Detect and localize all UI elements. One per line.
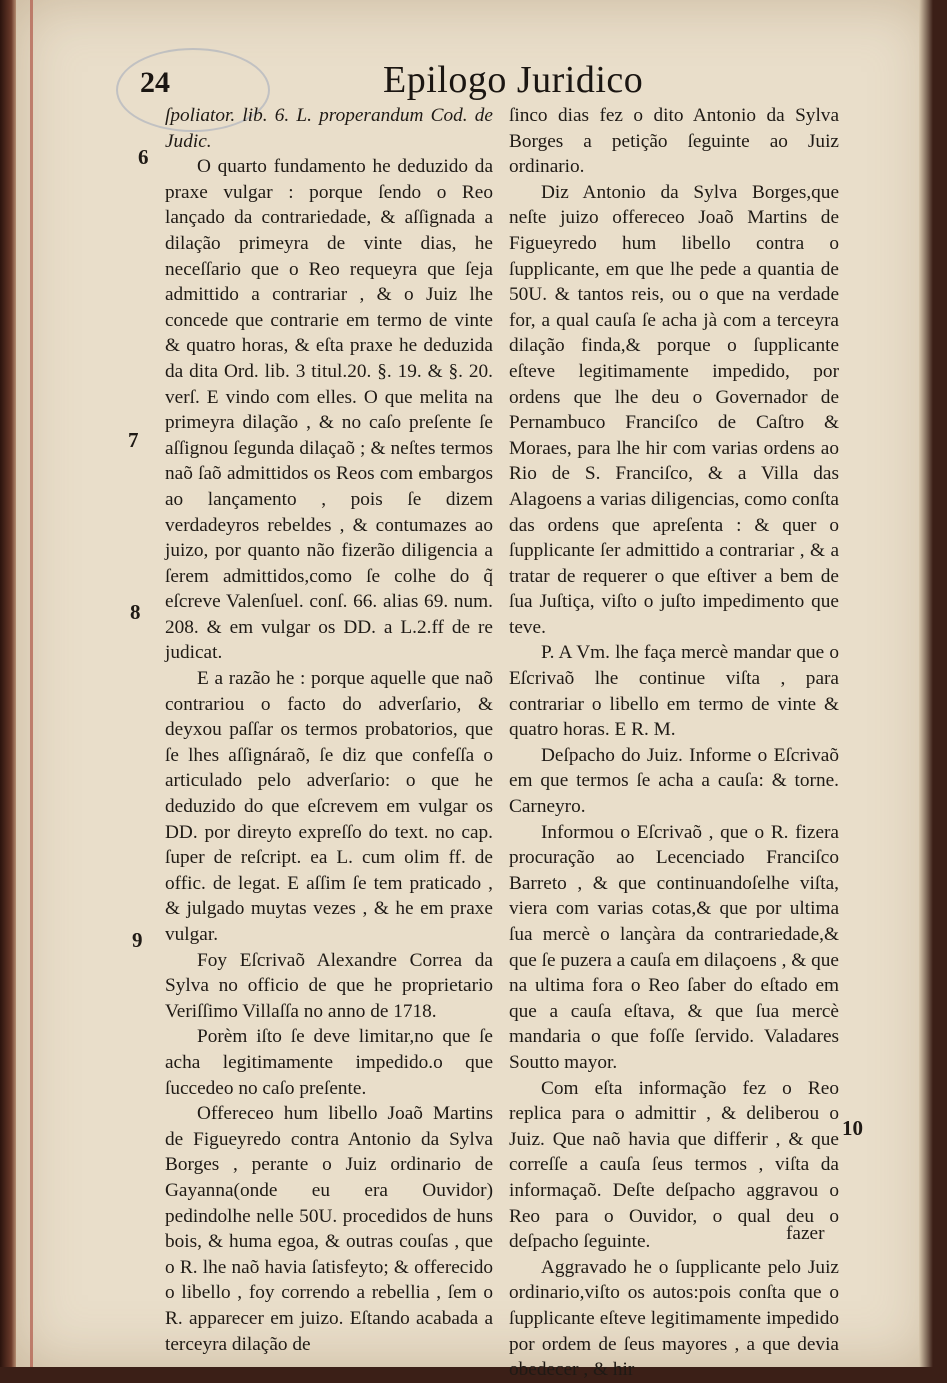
red-margin-rule <box>30 0 33 1367</box>
right-paragraph-10: Aggravado he o ſupplicante pelo Juiz ordinario,viſto os autos:pois conſta que o ſupplicante eſteve legitimamente impedido por ordem de ſeus mayores , a que devia obedecer , & hir <box>509 1256 839 1381</box>
left-column <box>165 103 493 1357</box>
right-paragraph-replica: Com eſta informação fez o Reo replica para o admittir , & deliberou o Juiz. Que naõ havia que differir , & que correſſe a cauſa ſeus termos , viſta da informaçaõ. Deſte deſpacho aggravou o Reo para o Ouvidor, o qual deu o deſpacho ſeguinte. <box>509 1077 839 1253</box>
page-edge <box>919 0 933 1367</box>
binding-gutter <box>0 0 16 1367</box>
right-paragraph-informou: Informou o Eſcrivaõ , que o R. fizera procuração ao Lecenciado Franciſco Barreto , & que continuandoſelhe viſta, viera com varias cotas,& que por ultima ſua mercè o lançàra da contrariedade,& que ſe puzera a cauſa em dilaçoens , & que na ultima fora o Reo ſaber do eſtado em que a cauſa eſtava, & que ſua mercè mandaria o que foſſe ſervido. Valadares Soutto mayor. <box>509 821 839 1073</box>
margin-number-10: 10 <box>842 1116 863 1140</box>
left-paragraph-escrivao: Foy Eſcrivaõ Alexandre Correa da Sylva no officio de que he proprietario Veriſſimo Villaſſa no anno de 1718. <box>165 949 493 1022</box>
right-paragraph-peticao: Diz Antonio da Sylva Borges,que neſte juizo offereceo Joaõ Martins de Figueyredo hum libello contra o ſupplicante, em que lhe pede a quantia de 50U. & tantos reis, ou o que na verdade for, a qual cauſa ſe acha jà com a terceyra dilação finda,& porque o ſupplicante eſteve legitimamente impedido, por ordens que lhe deu o Governador de Pernambuco Franciſco de Caſtro & Moraes, para lhe hir com varias ordens ao Rio de S. Franciſco, & a Villa das Alagoens a varias diligencias, como conſta das ordens que apreſenta : & quer o ſupplicante ſer admittido a contrariar , & a tratar de requerer o que eſtiver a bem de ſua Juſtiça, viſto o juſto impedimento que teve. <box>509 181 839 638</box>
catchword: fazer <box>786 1223 825 1244</box>
left-paragraph-libello: Offereceo hum libello Joaõ Martins de Figueyredo contra Antonio da Sylva Borges , perante o Juiz ordinario de Gayanna(onde eu era Ouvidor) pedindolhe nelle 50U. procedidos de huns bois, & huma egoa, & outras couſas , que o R. lhe naõ havia ſatisfeyto; & offerecido o libello , foy correndo a rebellia , ſem o R. apparecer em juizo. Eſtando acabada a terceyra dilação de <box>165 1103 493 1355</box>
right-column <box>509 103 839 1383</box>
margin-number-9: 9 <box>132 928 143 952</box>
right-paragraph-intro: ſinco dias fez o dito Antonio da Sylva Borges a petição ſeguinte ao Juiz ordinario. <box>509 105 839 178</box>
right-paragraph-despacho: Deſpacho do Juiz. Informe o Eſcrivaõ em que termos ſe acha a cauſa: & torne. Carneyro. <box>509 744 839 818</box>
margin-number-6: 6 <box>138 145 149 169</box>
margin-number-7: 7 <box>128 428 139 452</box>
page-header <box>0 48 947 108</box>
left-paragraph-citation: ſpoliator. lib. 6. L. properandum Cod. de Judic. <box>165 105 493 152</box>
left-paragraph-8: E a razão he : porque aquelle que naõ contrariou o facto do adverſario, & deyxou paſſar os termos probatorios, que ſe lhes aſſignáraõ, ſe diz que confeſſa o articulado pelo adverſario: o que he deduzido do que eſcrevem em vulgar os DD. por direyto expreſſo do text. no cap. ſuper de reſcript. ea L. cum olim ff. de offic. de legat. E aſſim ſe tem praticado , & julgado muytas vezes , & he em praxe vulgar. <box>165 668 493 945</box>
margin-number-8: 8 <box>130 600 141 624</box>
page-number: 24 <box>140 66 170 99</box>
right-paragraph-pede: P. A Vm. lhe faça mercè mandar que o Eſcrivaõ lhe continue viſta , para contrariar o libello em termo de vinte & quatro horas. E R. M. <box>509 642 839 741</box>
left-paragraph-9: Porèm iſto ſe deve limitar,no que ſe acha legitimamente impedido.o que ſuccedeo no caſo preſente. <box>165 1026 493 1099</box>
running-title: Epilogo Juridico <box>383 59 644 101</box>
left-paragraph-6: O quarto fundamento he deduzido da praxe vulgar : porque ſendo o Reo lançado da contrariedade, & aſſignada a dilação primeyra de vinte dias, he neceſſario que o Reo requeyra que ſeja admittido a contrariar , & o Juiz lhe concede que contrarie em termo de vinte & quatro horas, & eſta praxe he deduzida da dita Ord. lib. 3 titul.20. §. 19. & §. 20. verſ. E vindo com elles. O que melita na primeyra dilação , & no caſo preſente ſe aſſignou ſegunda dilaçaõ ; & neſtes termos naõ ſaõ admittidos os Reos com embargos ao lançamento , pois ſe dizem verdadeyros rebeldes , & contumazes ao juizo, por quanto não fizerão diligencia a ſerem admittidos,como ſe colhe do q̃ eſcreve Valenſuel. conſ. 66. alias 69. num. 208. & em vulgar os DD. a L.2.ff de re judicat. <box>165 156 493 664</box>
